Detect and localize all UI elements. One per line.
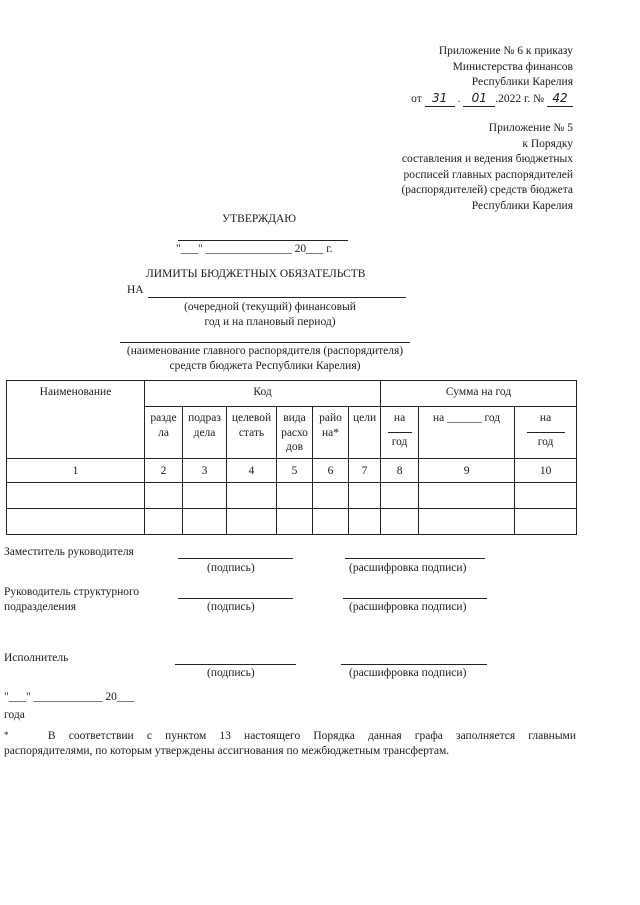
subheader-podrazdel: подраз дела	[183, 407, 227, 459]
table-cell	[419, 483, 515, 509]
annex6-line3: Республики Карелия	[471, 76, 573, 88]
table-cell	[381, 483, 419, 509]
footer-date-line: "___" ____________ 20___	[4, 691, 135, 703]
subheader-year-1-top: на	[393, 412, 406, 424]
footnote-line-1	[4, 730, 576, 742]
struct-signature-caption: (подпись)	[207, 601, 255, 613]
col-number: 3	[183, 459, 227, 483]
org-caption-2: средств бюджета Республики Карелия)	[169, 360, 361, 372]
subheader-year-3	[515, 407, 577, 459]
date-prefix: от	[411, 92, 422, 105]
annex5-line: Республики Карелия	[471, 199, 573, 212]
subheader-year-1	[381, 407, 419, 459]
footnote-line-2: распорядителями, по которым утверждены ассигнования по межбюджетным трансфертам.	[4, 745, 450, 757]
col-number: 5	[277, 459, 313, 483]
annex6-block	[411, 44, 573, 107]
limits-table	[6, 380, 577, 535]
date-day-handwritten: 31	[425, 91, 455, 108]
table-cell	[145, 509, 183, 535]
table-cell	[183, 509, 227, 535]
annex5-block	[401, 121, 573, 214]
table-cell	[381, 509, 419, 535]
table-cell	[515, 509, 577, 535]
executor-decoding-caption: (расшифровка подписи)	[349, 667, 467, 679]
footnote-text-1: В соответствии с пунктом 13 настоящего Порядка данная графа заполняется главными	[47, 730, 576, 742]
annex5-line: росписей главных распорядителей	[403, 168, 573, 181]
year-3-blank-line	[527, 432, 565, 433]
annex5-line: к Порядку	[522, 137, 573, 150]
period-caption-2: год и на плановый период)	[204, 316, 336, 328]
table-cell	[277, 509, 313, 535]
col-number: 4	[227, 459, 277, 483]
table-cell	[227, 483, 277, 509]
col-number: 7	[349, 459, 381, 483]
annex5-line: составления и ведения бюджетных	[401, 153, 573, 165]
period-caption-1: (очередной (текущий) финансовый	[184, 301, 356, 313]
header-sum: Сумма на год	[381, 381, 577, 407]
subheader-tseli: цели	[349, 407, 381, 459]
date-sep: .	[457, 92, 461, 105]
table-number-row	[7, 459, 577, 483]
struct-label-1: Руководитель структурного	[4, 586, 140, 598]
annex6-line2: Министерства финансов	[452, 60, 573, 73]
table-cell	[183, 483, 227, 509]
deputy-decoding-caption: (расшифровка подписи)	[349, 562, 467, 574]
org-name-line	[120, 342, 410, 343]
executor-signature-caption: (подпись)	[207, 667, 255, 679]
footnote-mark: *	[4, 730, 9, 740]
subheader-rayona: райо на*	[313, 407, 349, 459]
table-cell	[349, 483, 381, 509]
struct-decoding-caption: (расшифровка подписи)	[349, 601, 467, 613]
table-cell	[313, 483, 349, 509]
col-number: 10	[515, 459, 577, 483]
subheader-year-1-bottom: год	[391, 435, 408, 448]
limits-title: ЛИМИТЫ БЮДЖЕТНЫХ ОБЯЗАТЕЛЬСТВ	[146, 268, 366, 280]
org-caption-1: (наименование главного распорядителя (распорядителя)	[126, 345, 404, 357]
table-cell	[7, 483, 145, 509]
annex6-date-line	[411, 91, 573, 108]
table-cell	[349, 509, 381, 535]
col-number: 6	[313, 459, 349, 483]
approve-signature-line	[178, 240, 348, 241]
deputy-label: Заместитель руководителя	[4, 546, 134, 558]
annex6-line1: Приложение № 6 к приказу	[438, 45, 573, 57]
subheader-razdel: разде ла	[145, 407, 183, 459]
table-cell	[277, 483, 313, 509]
footer-goda: года	[4, 709, 25, 721]
table-cell	[7, 509, 145, 535]
executor-label: Исполнитель	[4, 652, 69, 664]
subheader-vida: вида расхо дов	[277, 407, 313, 459]
deputy-signature-caption: (подпись)	[207, 562, 255, 574]
table-cell	[145, 483, 183, 509]
deputy-decoding-line	[345, 558, 485, 559]
executor-signature-line	[175, 664, 296, 665]
annex5-line: (распорядителей) средств бюджета	[401, 184, 573, 196]
date-month-handwritten: 01	[463, 91, 495, 108]
header-name: Наименование	[7, 381, 145, 459]
table-cell	[227, 509, 277, 535]
executor-decoding-line	[341, 664, 487, 665]
table-cell	[313, 509, 349, 535]
table-row	[7, 509, 577, 535]
order-number-handwritten: 42	[547, 91, 573, 108]
struct-label-2: подразделения	[4, 601, 77, 613]
table-cell	[515, 483, 577, 509]
date-year: .2022 г. №	[495, 92, 545, 105]
col-number: 8	[381, 459, 419, 483]
period-line	[148, 297, 406, 298]
struct-decoding-line	[343, 598, 487, 599]
year-1-blank-line	[388, 432, 412, 433]
deputy-signature-line	[178, 558, 293, 559]
subheader-tselevoy: целевой стать	[227, 407, 277, 459]
subheader-year-2: на ______ год	[419, 407, 515, 459]
col-number: 9	[419, 459, 515, 483]
limits-na: НА	[127, 284, 144, 296]
subheader-year-3-top: на	[539, 412, 552, 424]
col-number: 2	[145, 459, 183, 483]
table-cell	[419, 509, 515, 535]
struct-signature-line	[178, 598, 293, 599]
subheader-year-3-bottom: год	[537, 435, 554, 448]
approve-date-line: "___" _______________ 20___ г.	[176, 243, 333, 255]
approve-title: УТВЕРЖДАЮ	[222, 213, 297, 225]
table-row	[7, 483, 577, 509]
header-code: Код	[145, 381, 381, 407]
col-number: 1	[7, 459, 145, 483]
annex5-line: Приложение № 5	[488, 122, 573, 134]
